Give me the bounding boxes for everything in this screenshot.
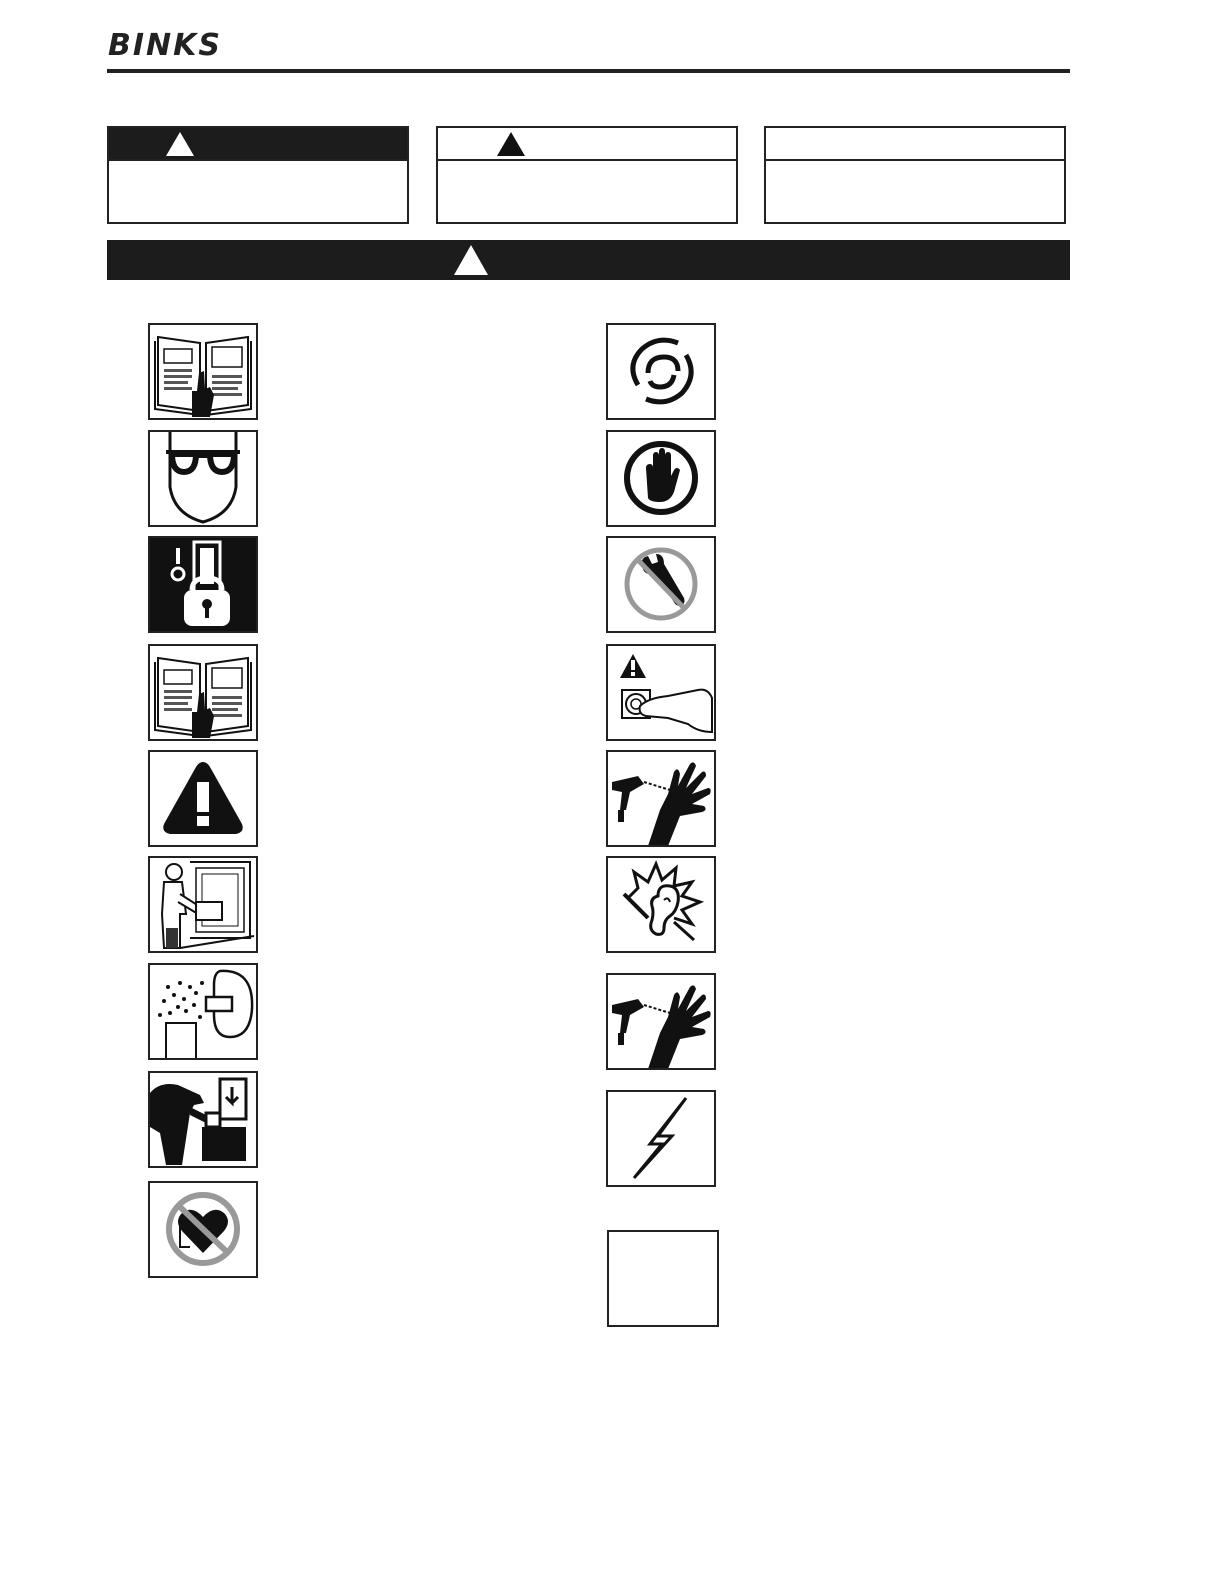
- injection-hazard-icon: [606, 750, 716, 847]
- caution-header: [438, 128, 736, 161]
- warning-triangle-icon: [453, 244, 489, 276]
- pinch-point-icon: [148, 1071, 258, 1168]
- brand-logo: [108, 28, 258, 64]
- general-warning-icon: [148, 750, 258, 847]
- fire-explosion-icon: [606, 323, 716, 420]
- notice-box: [764, 126, 1066, 224]
- operator-training-icon: [148, 856, 258, 953]
- read-manual-icon: [148, 644, 258, 741]
- noise-hazard-icon: [606, 856, 716, 953]
- warning-triangle-icon: [165, 131, 195, 157]
- injection-hazard-icon: [606, 973, 716, 1070]
- no-modification-icon: [606, 536, 716, 633]
- toxic-vapors-icon: [148, 963, 258, 1060]
- blank-icon: [607, 1230, 719, 1327]
- no-pacemaker-icon: [148, 1181, 258, 1278]
- eye-protection-icon: [148, 430, 258, 527]
- header-rule: [107, 69, 1070, 73]
- caution-triangle-icon: [496, 131, 526, 157]
- warning-band: [107, 240, 1070, 280]
- warning-box: [107, 126, 409, 224]
- lockout-tagout-icon: [148, 536, 258, 633]
- emergency-stop-icon: [606, 644, 716, 741]
- caution-box: [436, 126, 738, 224]
- notice-text: [766, 161, 1064, 173]
- brand-name: BINKS: [108, 28, 222, 63]
- electric-shock-icon: [606, 1090, 716, 1187]
- warning-header: [109, 128, 407, 161]
- stop-hand-icon: [606, 430, 716, 527]
- notice-header: [766, 128, 1064, 161]
- read-manual-icon: [148, 323, 258, 420]
- warning-text: [109, 161, 407, 173]
- caution-text: [438, 161, 736, 173]
